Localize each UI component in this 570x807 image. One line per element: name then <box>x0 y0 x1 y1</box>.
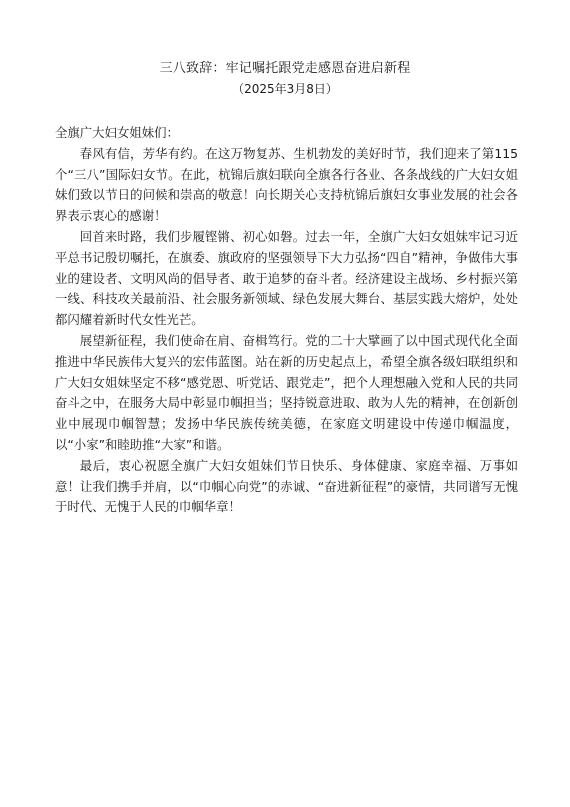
document-title: 三八致辞：牢记嘱托跟党走感恩奋进启新程 <box>159 61 411 76</box>
paragraph-4: 最后，衷心祝愿全旗广大妇女姐妹们节日快乐、身体健康、家庭幸福、万事如意！让我们携手并肩，以“巾帼心向党”的赤诚、“奋进新征程”的豪情，共同谱写无愧于时代、无愧于人民的巾帼华章！ <box>55 457 518 515</box>
document-body <box>55 123 518 518</box>
paragraph-2: 回首来时路，我们步履铿锵、初心如磐。过去一年，全旗广大妇女姐妹牢记习近平总书记殷切嘱托，在旗委、旗政府的坚强领导下大力弘扬“四自”精神，争做伟大事业的建设者、文明风尚的倡导者、敢于追梦的奋斗者。经济建设主战场、乡村振兴第一线、科技攻关最前沿、社会服务新领域、绿色发展大舞台、基层实践大熔炉，处处都闪耀着新时代女性光芒。 <box>55 228 518 328</box>
salutation: 全旗广大妇女姐妹们： <box>55 125 179 140</box>
document-date: （2025年3月8日） <box>232 82 338 96</box>
paragraph-1: 春风有信，芳华有约。在这万物复苏、生机勃发的美好时节，我们迎来了第115个“三八”国际妇女节。在此，杭锦后旗妇联向全旗各行各业、各条战线的广大妇女姐妹们致以节日的问候和崇高的敬意！向长期关心支持杭锦后旗妇女事业发展的社会各界表示衷心的感谢！ <box>55 145 518 224</box>
paragraph-3: 展望新征程，我们使命在肩、奋楫笃行。党的二十大擘画了以中国式现代化全面推进中华民族伟大复兴的宏伟蓝图。站在新的历史起点上，希望全旗各级妇联组织和广大妇女姐妹坚定不移“感党恩、听党话、跟党走”，把个人理想融入党和人民的共同奋斗之中，在服务大局中彰显巾帼担当；坚持锐意进取、敢为人先的精神，在创新创业中展现巾帼智慧；发扬中华民族传统美德，在家庭文明建设中传递巾帼温度，以“小家”和睦助推“大家”和谐。 <box>55 332 518 452</box>
